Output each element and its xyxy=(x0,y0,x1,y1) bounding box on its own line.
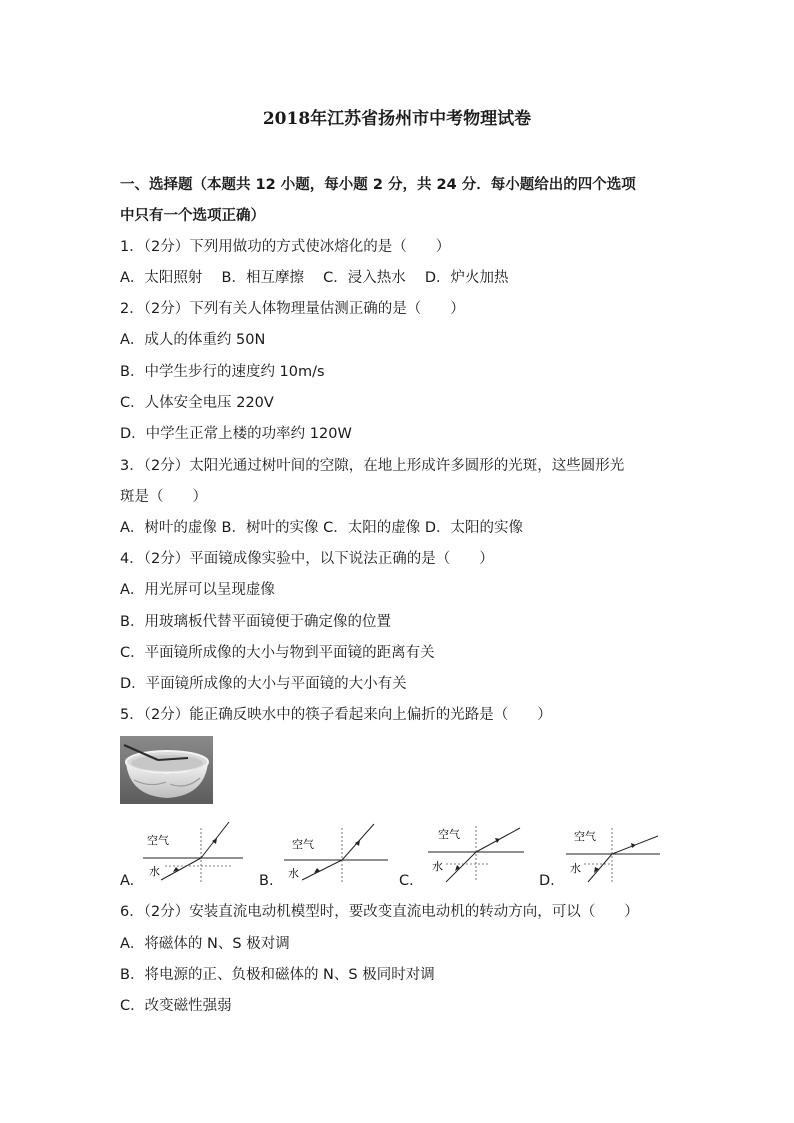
question-2-stem: 2．（2分）下列有关人体物理量估测正确的是（ ） xyxy=(120,301,465,317)
question-4-option-a: A．用光屏可以呈现虚像 xyxy=(120,582,275,598)
water-label: 水 xyxy=(570,862,581,875)
question-1-options: A．太阳照射 B．相互摩擦 C．浸入热水 D．炉火加热 xyxy=(120,270,509,286)
question-6-option-b: B．将电源的正、负极和磁体的 N、S 极同时对调 xyxy=(120,967,435,983)
page-title: 2018年江苏省扬州市中考物理试卷 xyxy=(262,109,532,129)
question-3-options: A．树叶的虚像 B．树叶的实像 C．太阳的虚像 D．太阳的实像 xyxy=(120,520,523,536)
ray-diagram-b xyxy=(284,822,389,884)
question-3-stem-cont: 斑是（ ） xyxy=(120,489,207,505)
question-2-option-b: B．中学生步行的速度约 10m/s xyxy=(120,364,325,380)
diagram-option-label: A. xyxy=(120,873,135,889)
question-2-option-c: C．人体安全电压 220V xyxy=(120,395,274,411)
question-2-option-d: D．中学生正常上楼的功率约 120W xyxy=(120,426,352,442)
ray-diagram-d xyxy=(566,822,666,884)
diagram-option-label: C. xyxy=(399,873,414,889)
question-5-stem: 5．（2分）能正确反映水中的筷子看起来向上偏折的光路是（ ） xyxy=(120,707,552,723)
water-label: 水 xyxy=(288,867,299,880)
chopsticks-in-bowl-photo xyxy=(120,736,213,804)
air-label: 空气 xyxy=(292,838,314,851)
ray-diagram-c xyxy=(428,822,528,884)
water-label: 水 xyxy=(432,860,443,873)
question-3-stem: 3．（2分）太阳光通过树叶间的空隙，在地上形成许多圆形的光斑，这些圆形光 xyxy=(120,458,625,474)
diagram-option-label: D. xyxy=(539,873,555,889)
question-6-stem: 6．（2分）安装直流电动机模型时，要改变直流电动机的转动方向，可以（ ） xyxy=(120,904,639,920)
diagram-option-label: B. xyxy=(259,873,274,889)
section-heading xyxy=(120,170,680,232)
question-1-stem: 1．（2分）下列用做功的方式使冰熔化的是（ ） xyxy=(120,239,451,255)
question-6-option-c: C．改变磁性强弱 xyxy=(120,998,232,1014)
question-4-option-b: B．用玻璃板代替平面镜便于确定像的位置 xyxy=(120,614,391,630)
ray-diagram-a xyxy=(143,822,248,884)
air-label: 空气 xyxy=(574,830,596,843)
air-label: 空气 xyxy=(438,828,460,841)
question-6-option-a: A．将磁体的 N、S 极对调 xyxy=(120,936,290,952)
section-heading-line: 中只有一个选项正确） xyxy=(120,208,265,224)
air-label: 空气 xyxy=(147,834,169,847)
question-4-option-c: C．平面镜所成像的大小与物到平面镜的距离有关 xyxy=(120,645,435,661)
question-4-option-d: D．平面镜所成像的大小与平面镜的大小有关 xyxy=(120,676,407,692)
question-4-stem: 4．（2分）平面镜成像实验中，以下说法正确的是（ ） xyxy=(120,551,494,567)
question-2-option-a: A．成人的体重约 50N xyxy=(120,332,266,348)
water-label: 水 xyxy=(149,865,160,878)
section-heading-line: 一、选择题（本题共 12 小题，每小题 2 分，共 24 分．每小题给出的四个选项 xyxy=(120,177,636,193)
